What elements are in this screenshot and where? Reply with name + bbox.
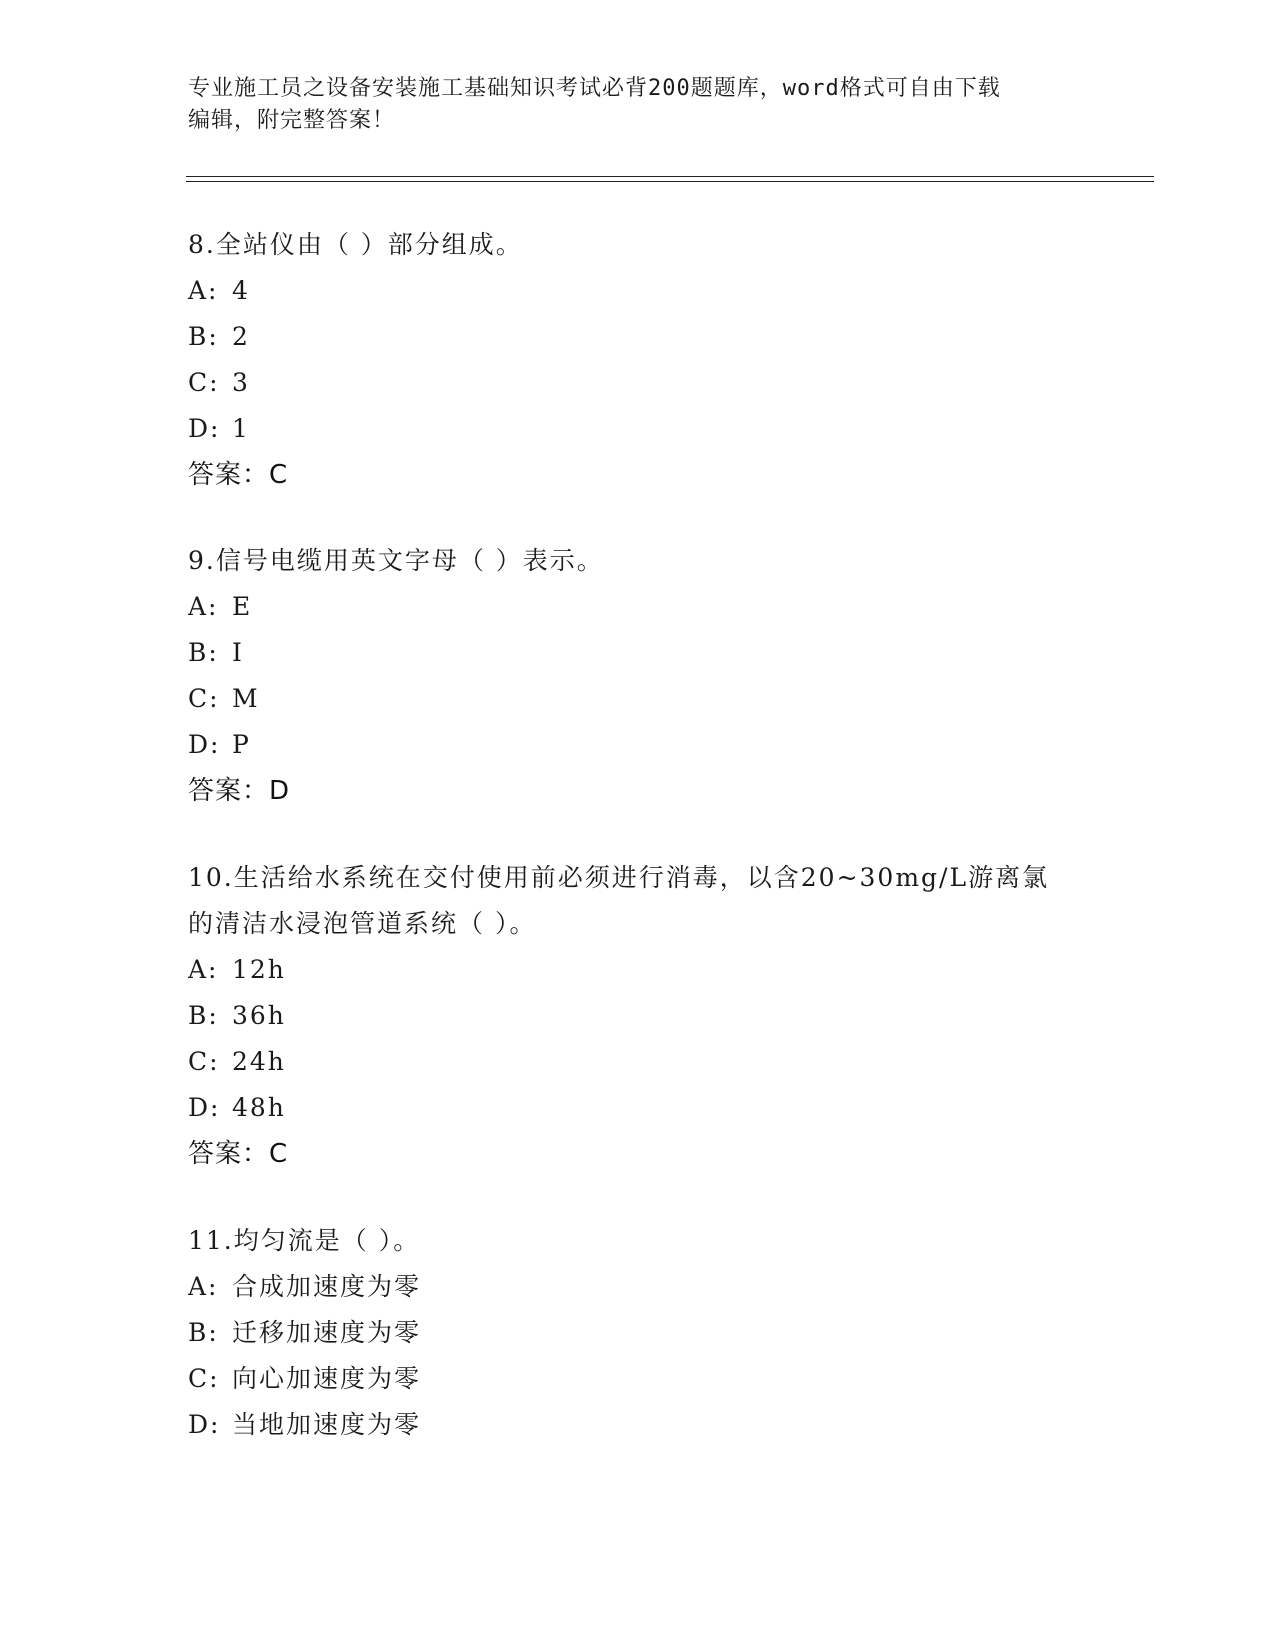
option-text: M bbox=[232, 684, 260, 713]
option-text: 4 bbox=[232, 276, 250, 305]
option-text: 1 bbox=[232, 414, 250, 443]
option-text: 合成加速度为零 bbox=[232, 1272, 422, 1301]
question-stem-line-2: 的清洁水浸泡管道系统（ ）。 bbox=[188, 909, 537, 938]
question-stem-line-1: 10.生活给水系统在交付使用前必须进行消毒，以含20~30mg/L游离氯 bbox=[188, 863, 1050, 892]
document-header bbox=[188, 73, 1088, 137]
option-c bbox=[188, 1039, 1148, 1085]
answer-line: 答案：C bbox=[188, 460, 289, 490]
answer-line: 答案：D bbox=[188, 776, 291, 806]
option-a bbox=[188, 268, 1148, 314]
option-key: B: bbox=[188, 1001, 219, 1030]
option-text: 3 bbox=[232, 368, 250, 397]
question-8 bbox=[188, 222, 1148, 498]
option-text: 48h bbox=[232, 1093, 286, 1122]
option-key: D: bbox=[188, 730, 221, 759]
option-text: 36h bbox=[232, 1001, 286, 1030]
option-d bbox=[188, 722, 1148, 768]
option-key: A: bbox=[188, 955, 219, 984]
question-stem: 11.均匀流是（ ）。 bbox=[188, 1226, 421, 1255]
option-d bbox=[188, 1402, 1148, 1448]
option-key: C: bbox=[188, 368, 220, 397]
option-c bbox=[188, 676, 1148, 722]
option-a bbox=[188, 584, 1148, 630]
question-11 bbox=[188, 1218, 1148, 1448]
option-a bbox=[188, 947, 1148, 993]
option-text: P bbox=[232, 730, 251, 759]
option-key: B: bbox=[188, 638, 219, 667]
option-key: D: bbox=[188, 414, 221, 443]
option-text: I bbox=[232, 638, 244, 667]
option-b bbox=[188, 1310, 1148, 1356]
option-text: 2 bbox=[232, 322, 250, 351]
option-text: E bbox=[232, 592, 253, 621]
option-c bbox=[188, 360, 1148, 406]
option-text: 迁移加速度为零 bbox=[232, 1318, 422, 1347]
option-key: A: bbox=[188, 592, 219, 621]
option-d bbox=[188, 406, 1148, 452]
option-text: 24h bbox=[232, 1047, 286, 1076]
option-key: C: bbox=[188, 1047, 220, 1076]
option-text: 12h bbox=[232, 955, 286, 984]
header-title-line-2: 编辑，附完整答案！ bbox=[188, 108, 396, 133]
header-title-line-1: 专业施工员之设备安装施工基础知识考试必背200题题库，word格式可自由下载 bbox=[188, 76, 1001, 101]
question-stem: 9.信号电缆用英文字母（ ）表示。 bbox=[188, 546, 604, 575]
option-key: A: bbox=[188, 1272, 219, 1301]
option-key: D: bbox=[188, 1410, 221, 1439]
option-key: A: bbox=[188, 276, 219, 305]
option-key: B: bbox=[188, 1318, 219, 1347]
option-d bbox=[188, 1085, 1148, 1131]
option-a bbox=[188, 1264, 1148, 1310]
option-b bbox=[188, 314, 1148, 360]
question-10 bbox=[188, 855, 1148, 1177]
option-key: C: bbox=[188, 684, 220, 713]
option-b bbox=[188, 993, 1148, 1039]
question-9 bbox=[188, 538, 1148, 814]
option-key: D: bbox=[188, 1093, 221, 1122]
answer-line: 答案：C bbox=[188, 1139, 289, 1169]
header-double-rule bbox=[186, 176, 1154, 182]
option-key: C: bbox=[188, 1364, 220, 1393]
option-b bbox=[188, 630, 1148, 676]
question-stem: 8.全站仪由（ ）部分组成。 bbox=[188, 230, 523, 259]
option-text: 当地加速度为零 bbox=[232, 1410, 422, 1439]
option-key: B: bbox=[188, 322, 219, 351]
option-text: 向心加速度为零 bbox=[232, 1364, 422, 1393]
option-c bbox=[188, 1356, 1148, 1402]
